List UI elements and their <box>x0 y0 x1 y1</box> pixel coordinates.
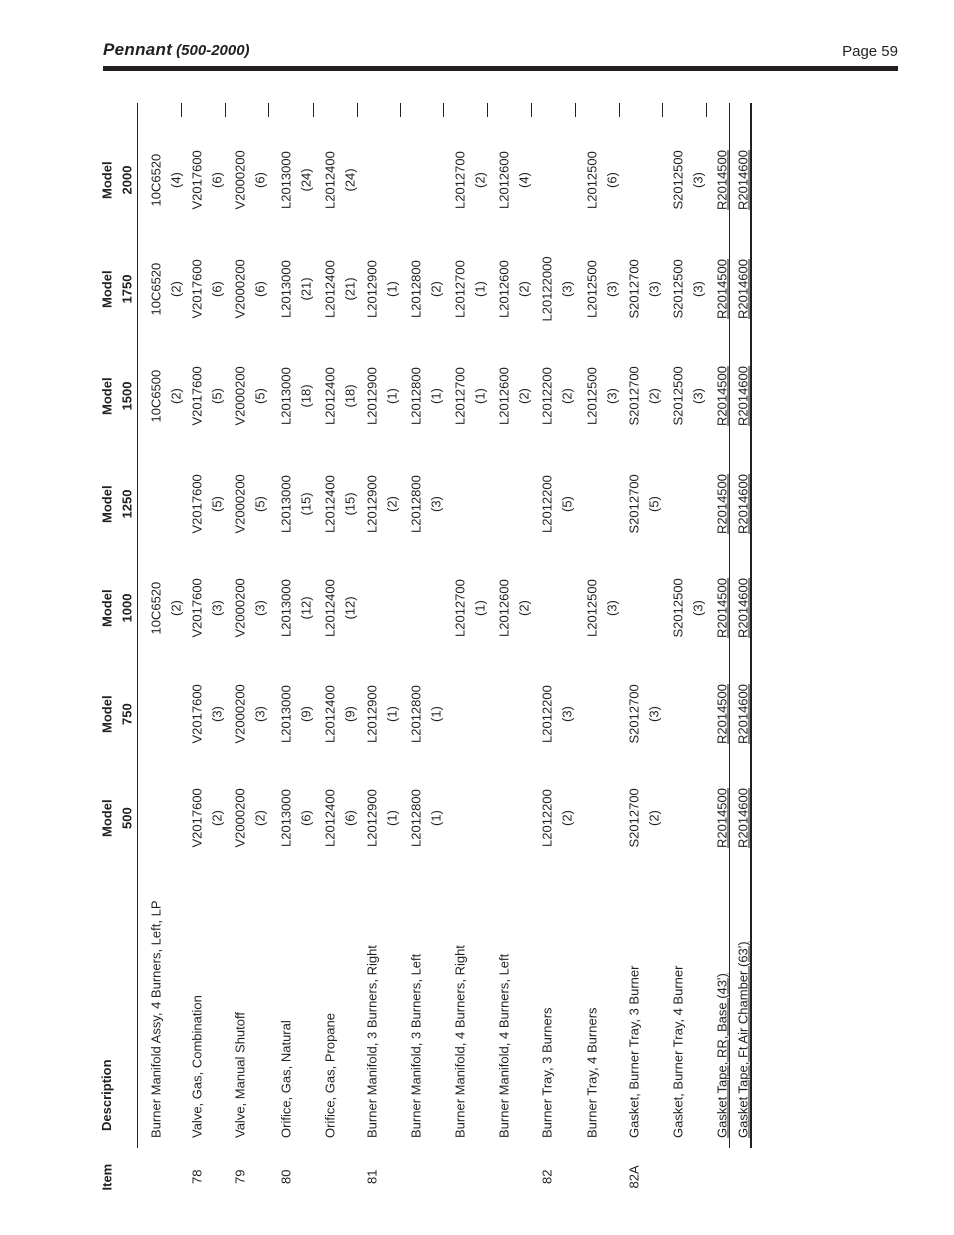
item-column-header: Item <box>99 1163 115 1191</box>
part-number: L2012900 <box>364 789 380 847</box>
part-number: L2012800 <box>408 475 424 533</box>
part-quantity: (9) <box>298 706 314 722</box>
part-quantity: (3) <box>559 281 575 297</box>
part-number: 10C6520 <box>148 262 164 316</box>
part-number: L2012500 <box>584 151 600 209</box>
part-number: L2012600 <box>496 260 512 318</box>
part-quantity: (9) <box>342 706 358 722</box>
row-separator <box>575 103 576 117</box>
part-quantity: (3) <box>428 496 444 512</box>
part-number: S2012700 <box>626 474 642 534</box>
part-number: L2012700 <box>452 367 468 425</box>
part-number: S2012700 <box>626 788 642 848</box>
part-number: L2012800 <box>408 260 424 318</box>
part-quantity: (6) <box>252 172 268 188</box>
part-quantity: (2) <box>559 388 575 404</box>
part-description: Burner Tray, 4 Burners <box>584 1007 600 1138</box>
part-number: R2014600 <box>735 150 751 210</box>
part-number: L2012700 <box>452 260 468 318</box>
model-header-label: Model <box>99 695 115 733</box>
part-number: R2014600 <box>735 259 751 319</box>
part-number: L2012200 <box>539 685 555 743</box>
part-quantity: (2) <box>252 810 268 826</box>
part-number: R2014500 <box>714 474 730 534</box>
row-separator <box>487 103 488 117</box>
row-separator <box>619 103 620 117</box>
part-quantity: (6) <box>342 810 358 826</box>
part-quantity: (12) <box>342 596 358 620</box>
part-number: R2014500 <box>714 578 730 638</box>
model-header-number: 1500 <box>119 381 135 411</box>
part-number: L2012400 <box>322 151 338 209</box>
item-number: 82 <box>539 1169 555 1184</box>
part-number: S2012500 <box>670 150 686 210</box>
model-header-label: Model <box>99 270 115 308</box>
row-separator <box>181 103 182 117</box>
part-quantity: (2) <box>168 600 184 616</box>
part-number: S2012700 <box>626 684 642 744</box>
underline-rule <box>729 103 730 1148</box>
row-separator <box>750 103 751 117</box>
part-quantity: (6) <box>209 281 225 297</box>
part-description: Gasket Tape, Ft Air Chamber (63') <box>735 941 751 1138</box>
part-number: L2012500 <box>584 367 600 425</box>
part-quantity: (12) <box>298 596 314 620</box>
part-description: Gasket, Burner Tray, 4 Burner <box>670 965 686 1138</box>
part-number: 10C6520 <box>148 153 164 207</box>
part-description: Orifice, Gas, Natural <box>278 1020 294 1138</box>
part-quantity: (1) <box>384 388 400 404</box>
part-quantity: (5) <box>252 388 268 404</box>
part-number: R2014600 <box>735 474 751 534</box>
part-number: R2014500 <box>714 259 730 319</box>
part-quantity: (3) <box>690 281 706 297</box>
part-quantity: (6) <box>298 810 314 826</box>
part-quantity: (2) <box>384 496 400 512</box>
part-quantity: (15) <box>342 492 358 516</box>
part-description: Burner Manifold, 4 Burners, Left <box>496 953 512 1138</box>
part-quantity: (24) <box>298 168 314 192</box>
part-description: Orifice, Gas, Propane <box>322 1013 338 1138</box>
part-quantity: (1) <box>384 706 400 722</box>
part-quantity: (2) <box>516 600 532 616</box>
model-header-number: 1000 <box>119 593 135 623</box>
model-header-number: 1250 <box>119 489 135 519</box>
part-quantity: (1) <box>472 600 488 616</box>
part-quantity: (3) <box>252 706 268 722</box>
part-quantity: (2) <box>472 172 488 188</box>
part-number: L2012900 <box>364 685 380 743</box>
part-number: L2013000 <box>278 367 294 425</box>
part-number: L2012400 <box>322 579 338 637</box>
model-header-number: 750 <box>119 703 135 725</box>
part-quantity: (18) <box>342 384 358 408</box>
part-quantity: (1) <box>384 810 400 826</box>
part-quantity: (6) <box>252 281 268 297</box>
part-number: V2000200 <box>232 366 248 426</box>
model-header-label: Model <box>99 799 115 837</box>
part-number: L2012700 <box>452 151 468 209</box>
part-quantity: (3) <box>646 706 662 722</box>
part-quantity: (5) <box>252 496 268 512</box>
part-number: 10C6500 <box>148 369 164 423</box>
row-separator <box>400 103 401 117</box>
part-quantity: (21) <box>298 277 314 301</box>
part-quantity: (6) <box>209 172 225 188</box>
item-number: 80 <box>278 1169 294 1184</box>
part-quantity: (3) <box>209 600 225 616</box>
part-number: R2014500 <box>714 788 730 848</box>
part-number: L2012400 <box>322 685 338 743</box>
part-number: L2012900 <box>364 475 380 533</box>
part-quantity: (1) <box>428 388 444 404</box>
part-description: Burner Manifold, 4 Burners, Right <box>452 945 468 1138</box>
part-number: R2014500 <box>714 684 730 744</box>
part-number: V2017600 <box>189 474 205 534</box>
page-number: Page 59 <box>842 43 898 60</box>
part-quantity: (3) <box>604 388 620 404</box>
part-description: Burner Tray, 3 Burners <box>539 1007 555 1138</box>
description-column-header: Description <box>99 1059 114 1131</box>
model-header-label: Model <box>99 485 115 523</box>
part-number: L2012200 <box>539 789 555 847</box>
row-separator <box>443 103 444 117</box>
row-separator <box>225 103 226 117</box>
table-border <box>750 103 751 1148</box>
part-description: Gasket Tape, RR, Base (43') <box>714 973 730 1138</box>
item-number: 78 <box>189 1169 205 1184</box>
part-quantity: (2) <box>516 281 532 297</box>
part-quantity: (5) <box>209 496 225 512</box>
part-number: L2012600 <box>496 367 512 425</box>
part-quantity: (1) <box>384 281 400 297</box>
part-description: Burner Manifold, 3 Burners, Left <box>408 953 424 1138</box>
part-quantity: (2) <box>646 388 662 404</box>
part-number: L2012800 <box>408 367 424 425</box>
part-number: L2012200 <box>539 367 555 425</box>
part-quantity: (2) <box>209 810 225 826</box>
part-number: V2000200 <box>232 474 248 534</box>
item-number: 81 <box>364 1169 380 1184</box>
part-number: V2000200 <box>232 259 248 319</box>
part-number: L2012900 <box>364 260 380 318</box>
part-quantity: (4) <box>516 172 532 188</box>
part-number: V2000200 <box>232 150 248 210</box>
part-quantity: (3) <box>604 281 620 297</box>
row-separator <box>268 103 269 117</box>
part-number: R2014600 <box>735 684 751 744</box>
part-quantity: (2) <box>646 810 662 826</box>
document-title <box>103 40 250 60</box>
part-description: Burner Manifold Assy, 4 Burners, Left, LP <box>148 900 164 1138</box>
row-separator <box>531 103 532 117</box>
part-number: V2000200 <box>232 788 248 848</box>
part-number: L2013000 <box>278 475 294 533</box>
part-number: V2017600 <box>189 259 205 319</box>
part-quantity: (24) <box>342 168 358 192</box>
part-quantity: (2) <box>168 281 184 297</box>
part-quantity: (18) <box>298 384 314 408</box>
brand-name: Pennant <box>103 40 173 59</box>
part-quantity: (3) <box>209 706 225 722</box>
part-quantity: (2) <box>559 810 575 826</box>
part-number: V2017600 <box>189 684 205 744</box>
part-number: L2012500 <box>584 260 600 318</box>
part-number: V2017600 <box>189 366 205 426</box>
part-number: L2012800 <box>408 685 424 743</box>
model-header-number: 500 <box>119 807 135 829</box>
part-number: R2014600 <box>735 788 751 848</box>
part-number: S2012500 <box>670 259 686 319</box>
part-quantity: (3) <box>690 172 706 188</box>
underline-rule <box>751 103 752 1148</box>
part-number: R2014500 <box>714 366 730 426</box>
part-number: L2012900 <box>364 367 380 425</box>
part-number: S2012700 <box>626 366 642 426</box>
part-description: Valve, Manual Shutoff <box>232 1012 248 1138</box>
part-number: L2012600 <box>496 151 512 209</box>
part-quantity: (4) <box>168 172 184 188</box>
part-description: Gasket, Burner Tray, 3 Burner <box>626 965 642 1138</box>
part-number: L2013000 <box>278 789 294 847</box>
part-quantity: (2) <box>428 281 444 297</box>
part-number: R2014600 <box>735 578 751 638</box>
part-number: L2013000 <box>278 685 294 743</box>
part-number: V2000200 <box>232 578 248 638</box>
part-number: L2013000 <box>278 579 294 637</box>
part-number: S2012700 <box>626 259 642 319</box>
part-number: L2012700 <box>452 579 468 637</box>
part-quantity: (1) <box>472 388 488 404</box>
part-quantity: (1) <box>472 281 488 297</box>
part-number: S2012500 <box>670 366 686 426</box>
part-description: Burner Manifold, 3 Burners, Right <box>364 945 380 1138</box>
model-header-label: Model <box>99 377 115 415</box>
model-range: (500-2000) <box>176 42 250 59</box>
part-quantity: (5) <box>646 496 662 512</box>
part-quantity: (2) <box>168 388 184 404</box>
part-quantity: (5) <box>559 496 575 512</box>
header-rule <box>103 66 898 71</box>
part-quantity: (1) <box>428 810 444 826</box>
part-number: L2012400 <box>322 367 338 425</box>
part-number: L2013000 <box>278 260 294 318</box>
part-number: R2014600 <box>735 366 751 426</box>
part-number: L2012400 <box>322 260 338 318</box>
row-separator <box>137 103 138 117</box>
part-quantity: (15) <box>298 492 314 516</box>
item-number: 82A <box>626 1165 642 1189</box>
part-number: L2012500 <box>584 579 600 637</box>
model-header-number: 2000 <box>119 165 135 195</box>
part-number: V2017600 <box>189 788 205 848</box>
part-quantity: (3) <box>690 388 706 404</box>
row-separator <box>313 103 314 117</box>
part-quantity: (3) <box>690 600 706 616</box>
part-quantity: (2) <box>516 388 532 404</box>
part-quantity: (3) <box>559 706 575 722</box>
item-number: 79 <box>232 1169 248 1184</box>
part-quantity: (3) <box>646 281 662 297</box>
part-number: V2017600 <box>189 150 205 210</box>
model-header-label: Model <box>99 161 115 199</box>
part-number: V2017600 <box>189 578 205 638</box>
model-header-number: 1750 <box>119 274 135 304</box>
part-number: S2012500 <box>670 578 686 638</box>
part-number: L2012800 <box>408 789 424 847</box>
part-number: L2012400 <box>322 475 338 533</box>
part-quantity: (3) <box>252 600 268 616</box>
part-quantity: (21) <box>342 277 358 301</box>
part-quantity: (6) <box>604 172 620 188</box>
part-number: L2012400 <box>322 789 338 847</box>
row-separator <box>662 103 663 117</box>
part-number: L2012200 <box>539 475 555 533</box>
part-number: V2000200 <box>232 684 248 744</box>
part-number: L2013000 <box>278 151 294 209</box>
part-quantity: (5) <box>209 388 225 404</box>
part-description: Valve, Gas, Combination <box>189 995 205 1138</box>
part-number: R2014500 <box>714 150 730 210</box>
row-separator <box>357 103 358 117</box>
part-quantity: (1) <box>428 706 444 722</box>
part-number: 10C6520 <box>148 581 164 635</box>
part-number: L20122000 <box>539 256 555 322</box>
table-border <box>137 103 138 1148</box>
model-header-label: Model <box>99 589 115 627</box>
row-separator <box>706 103 707 117</box>
part-quantity: (3) <box>604 600 620 616</box>
part-number: L2012600 <box>496 579 512 637</box>
